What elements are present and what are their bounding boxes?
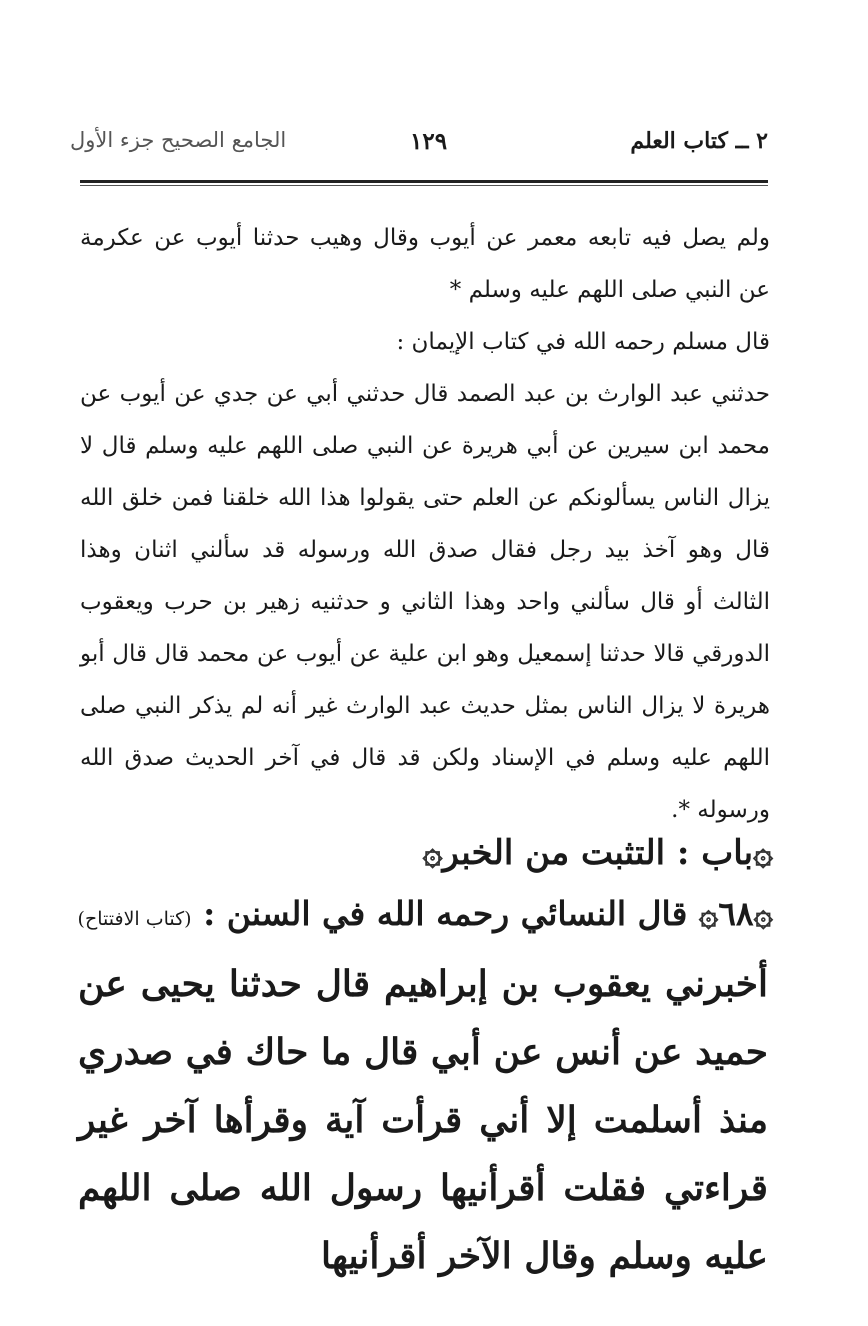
hadith-text: أخبرني يعقوب بن إبراهيم قال حدثنا يحيى عن حميد عن أنس عن أبي قال ما حاك في صدري منذ أسلمت إلا أني قرأت آية وقرأها آخر غير قراءتي فقلت أقرأنيها رسول الله صلى اللهم عليه وسلم وقال الآخر أقرأنيها [78,963,768,1277]
hadith-number: ٦٨ [718,894,754,933]
paragraph: حدثني عبد الوارث بن عبد الصمد قال حدثني أبي عن جدي عن أيوب عن محمد ابن سيرين عن أبي هريرة عن النبي صلى اللهم عليه وسلم قال لا يزال الناس يسألونكم عن العلم حتى يقولوا هذا الله خلقنا فمن خلق الله قال وهو آخذ بيد رجل فقال صدق الله ورسوله قد سألني اثنان وهذا الثالث أو قال سألني واحد وهذا الثاني و حدثنيه زهير بن حرب ويعقوب الدورقي قالا حدثنا إسمعيل وهو ابن علية عن أيوب عن محمد قال قال أبو هريرة لا يزال الناس بمثل حديث عبد الوارث غير أنه لم يذكر النبي صلى اللهم عليه وسلم في الإسناد ولكن قد قال في آخر الحديث صدق الله ورسوله *. [80,381,770,823]
section-heading-text: باب : التثبت من الخبر [442,833,754,873]
book-title: الجامع الصحيح جزء الأول [70,128,287,152]
section-heading [73,832,773,873]
ornament-icon: ۞ [753,833,773,873]
ornament-icon: ۞ [422,833,443,873]
ornament-icon: ۞ [698,894,719,933]
page-header [70,128,770,168]
hadith-source: (كتاب الافتتاح) [77,908,192,930]
page-number: ١٢٩ [410,128,448,155]
paragraph: قال مسلم رحمه الله في كتاب الإيمان : [396,329,770,355]
hadith-intro: قال النسائي رحمه الله في السنن : [203,894,688,933]
chapter-title: ٢ ــ كتاب العلم [630,128,768,154]
paragraph: ولم يصل فيه تابعه معمر عن أيوب وقال وهيب حدثنا أيوب عن عكرمة عن النبي صلى اللهم عليه وسلم * [80,225,770,303]
upper-text-block [80,212,770,836]
header-rule [80,180,768,186]
ornament-icon: ۞ [753,894,773,933]
hadith-text-block [78,950,768,1290]
hadith-intro-line [73,894,773,933]
